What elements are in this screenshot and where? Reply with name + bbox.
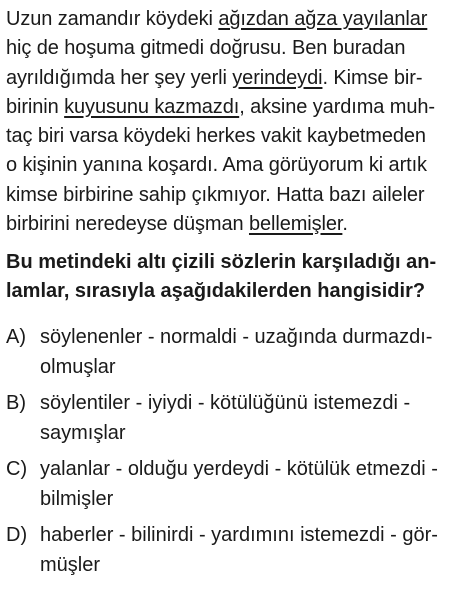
passage-line <box>6 5 470 34</box>
option-b[interactable] <box>6 388 470 448</box>
passage-line: o kişinin yanına koşardı. Ama görüyorum ki artık <box>6 154 427 177</box>
underlined-phrase: kuyusunu kazmazdı <box>64 95 240 118</box>
answer-options <box>6 322 470 580</box>
option-text: olmuşlar <box>40 356 116 379</box>
underlined-phrase: bellemişler <box>248 213 343 236</box>
option-text: söylentiler - iyiydi - kötülüğünü istemezdi - <box>40 392 411 415</box>
option-d[interactable] <box>6 520 470 580</box>
passage-line <box>6 210 470 239</box>
option-letter: C) <box>6 458 28 481</box>
underlined-phrase: ağızdan ağza yayılanlar <box>218 8 428 30</box>
option-text: müşler <box>40 554 101 577</box>
passage-line <box>6 64 470 93</box>
passage-text: , aksine yardıma muh- <box>239 95 435 118</box>
option-text: yalanlar - olduğu yerdeydi - kötülük etmezdi - <box>40 458 438 481</box>
option-text: bilmişler <box>40 488 114 511</box>
question-page <box>6 5 470 586</box>
passage-text: . Kimse bir- <box>322 66 423 89</box>
option-text: saymışlar <box>40 422 126 445</box>
passage-text: birbirini neredeyse düşman <box>6 213 249 236</box>
option-letter: B) <box>6 392 26 415</box>
option-text: haberler - bilinirdi - yardımını istemezdi - gör- <box>40 524 438 547</box>
option-text: söylenenler - normaldi - uzağında durmazdı- <box>40 326 433 349</box>
option-c[interactable] <box>6 454 470 514</box>
passage-text: ayrıldığımda her şey yerli <box>6 66 233 89</box>
option-a[interactable] <box>6 322 470 382</box>
option-letter: A) <box>6 326 26 349</box>
passage-line: taç biri varsa köydeki herkes vakit kaybetmeden <box>6 125 426 148</box>
passage-text: Uzun zamandır köydeki <box>6 8 219 30</box>
passage-line: hiç de hoşuma gitmedi doğrusu. Ben buradan <box>6 37 406 60</box>
option-letter: D) <box>6 524 28 547</box>
passage-line <box>6 93 470 122</box>
question-stem <box>6 248 470 306</box>
passage-text: . <box>342 213 348 236</box>
passage-line: kimse birbirine sahip çıkmıyor. Hatta bazı aileler <box>6 183 425 206</box>
question-line: lamlar, sırasıyla aşağıdakilerden hangisidir? <box>6 280 426 303</box>
passage-text: birinin <box>6 95 65 118</box>
question-line: Bu metindeki altı çizili sözlerin karşıladığı an- <box>6 251 437 274</box>
underlined-phrase: yerindeydi <box>232 66 323 89</box>
passage <box>6 5 470 239</box>
